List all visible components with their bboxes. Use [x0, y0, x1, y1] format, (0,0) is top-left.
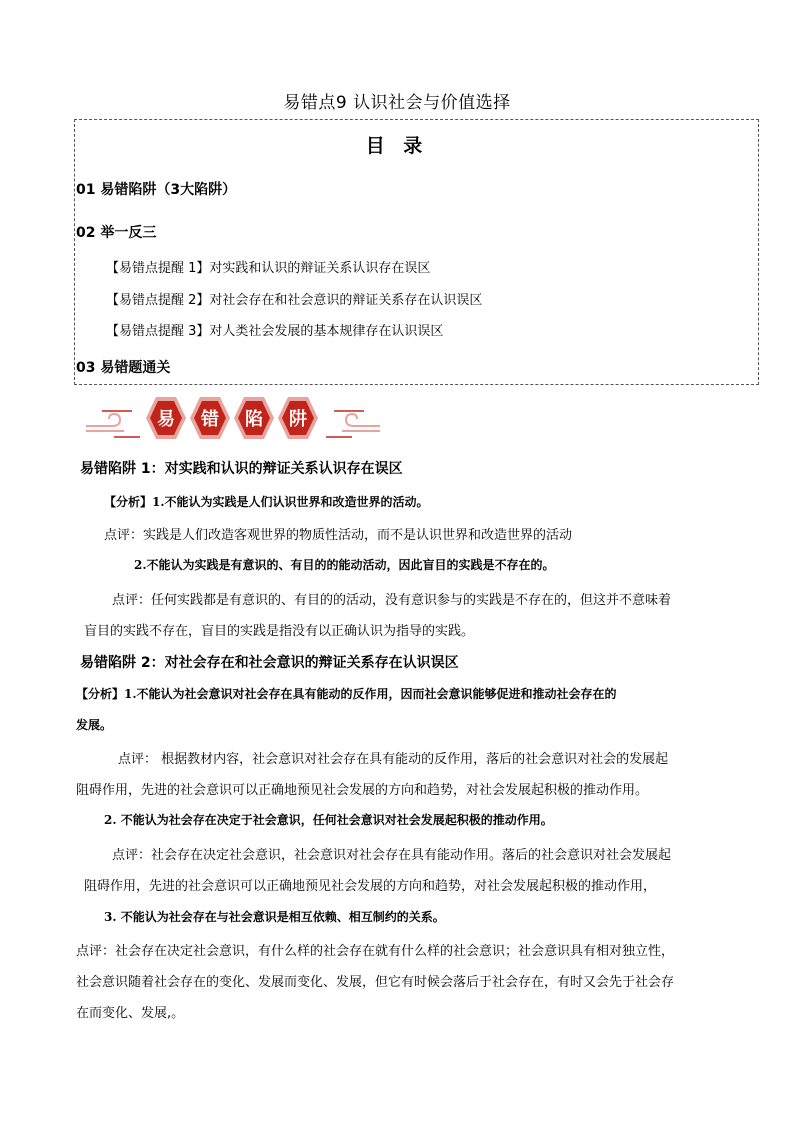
toc-section-01[interactable]: 01 易错陷阱（3大陷阱） [76, 182, 237, 198]
toc-section-02[interactable]: 02 举一反三 [76, 225, 157, 241]
banner-char-1: 易 [157, 409, 175, 430]
trap-2-analysis-1-line-1: 【分析】1.不能认为社会意识对社会存在具有能动的反作用，因而社会意识能够促进和推动社会存在的 [76, 687, 617, 701]
trap-2-comment-3-line-2: 社会意识随着社会存在的变化、发展而变化、发展，但它有时候会落后于社会存在，有时又会先于社会存 [76, 975, 675, 990]
trap-2-comment-3-line-3: 在而变化、发展,。 [76, 1006, 185, 1021]
trap-2-comment-1-line-2: 阻碍作用，先进的社会意识可以正确地预见社会发展的方向和趋势，对社会发展起积极的推动作用。 [76, 783, 649, 798]
trap-2-heading: 易错陷阱 2：对社会存在和社会意识的辩证关系存在认识误区 [80, 655, 459, 671]
trap-2-comment-1-line-1: 点评： 根据教材内容，社会意识对社会存在具有能动的反作用，落后的社会意识对社会的发展起 [118, 752, 669, 767]
document-title: 易错点9 认识社会与价值选择 [283, 93, 511, 113]
trap-2-analysis-2: 2. 不能认为社会存在决定于社会意识，任何社会意识对社会发展起积极的推动作用。 [104, 813, 553, 827]
trap-1-comment-1: 点评：实践是人们改造客观世界的物质性活动，而不是认识世界和改造世界的活动 [104, 528, 573, 543]
trap-2-analysis-1-line-2: 发展。 [76, 718, 113, 732]
banner-left-ornament [86, 411, 140, 437]
trap-2-comment-3-line-1: 点评：社会存在决定社会意识，有什么样的社会存在就有什么样的社会意识；社会意识具有相对独立性， [76, 944, 675, 959]
toc-section-03[interactable]: 03 易错题通关 [76, 360, 171, 376]
trap-1-comment-2-line-2: 盲目的实践不存在，盲目的实践是指没有以正确认识为指导的实践。 [84, 624, 475, 639]
banner-char-3: 陷 [245, 409, 263, 430]
banner-hex-4 [278, 397, 318, 439]
toc-box [74, 119, 759, 385]
trap-2-analysis-3: 3. 不能认为社会存在与社会意识是相互依赖、相互制约的关系。 [104, 910, 445, 924]
banner-char-4: 阱 [289, 409, 307, 430]
banner-hex-2 [190, 397, 230, 439]
banner-hex-3 [234, 397, 274, 439]
toc-item-2[interactable]: 【易错点提醒 2】对社会存在和社会意识的辩证关系存在认识误区 [106, 293, 483, 308]
trap-1-analysis-1: 【分析】1.不能认为实践是人们认识世界和改造世界的活动。 [104, 495, 429, 509]
toc-item-1[interactable]: 【易错点提醒 1】对实践和认识的辩证关系认识存在误区 [106, 261, 431, 276]
toc-item-3[interactable]: 【易错点提醒 3】对人类社会发展的基本规律存在认识误区 [106, 324, 444, 339]
toc-heading: 目 录 [365, 135, 429, 157]
banner-hex-1 [146, 397, 186, 439]
trap-2-comment-2-line-2: 阻碍作用，先进的社会意识可以正确地预见社会发展的方向和趋势，对社会发展起积极的推动作用， [84, 879, 657, 894]
section-banner [84, 393, 382, 443]
trap-1-heading: 易错陷阱 1：对实践和认识的辩证关系认识存在误区 [80, 461, 403, 477]
banner-right-ornament [326, 411, 380, 437]
banner-char-2: 错 [201, 409, 219, 430]
trap-2-comment-2-line-1: 点评：社会存在决定社会意识，社会意识对社会存在具有能动作用。落后的社会意识对社会发展起 [112, 848, 672, 863]
trap-1-comment-2-line-1: 点评：任何实践都是有意识的、有目的的活动，没有意识参与的实践是不存在的，但这并不意味着 [112, 593, 672, 608]
trap-1-analysis-2: 2.不能认为实践是有意识的、有目的的能动活动，因此盲目的实践是不存在的。 [134, 558, 555, 572]
